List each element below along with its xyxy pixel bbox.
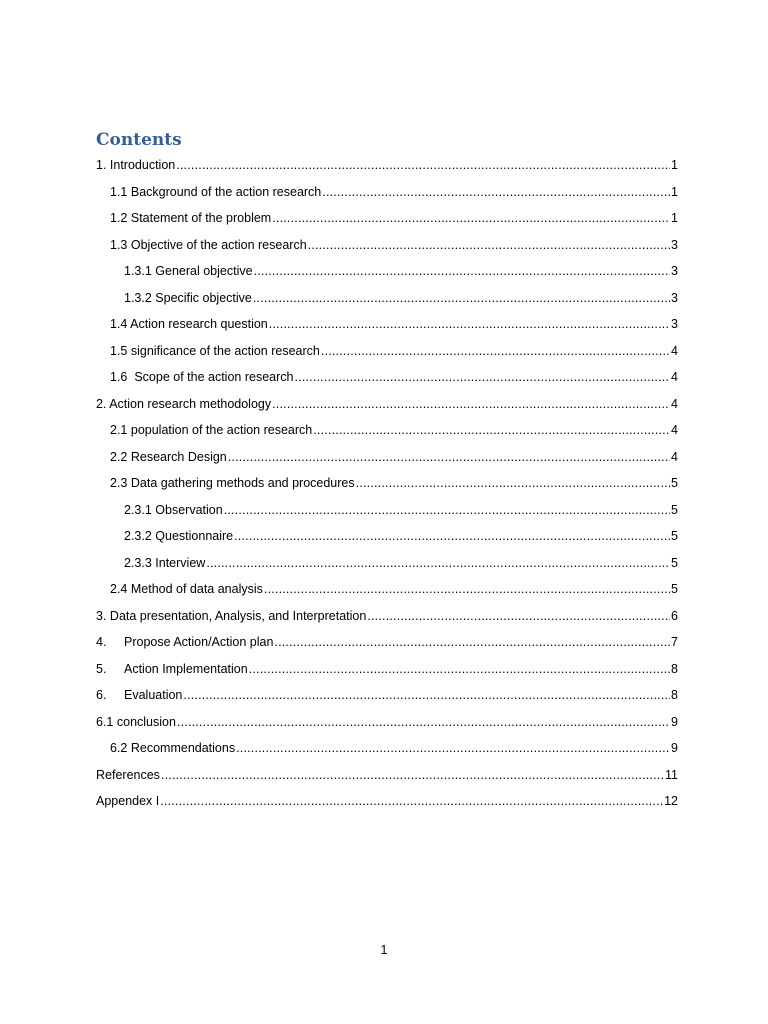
toc-entry-number: 2.4 <box>110 582 128 597</box>
toc-entry-page-number: 5 <box>671 582 678 597</box>
toc-entry-page-number: 3 <box>671 317 678 332</box>
toc-entry[interactable] <box>96 735 678 762</box>
toc-entry[interactable] <box>96 603 678 630</box>
toc-dot-leader <box>269 317 670 331</box>
toc-entry-label: Appendex I <box>96 794 160 809</box>
toc-dot-leader <box>272 211 670 225</box>
toc-entry[interactable] <box>96 152 678 179</box>
toc-entry[interactable] <box>96 629 678 656</box>
toc-entry[interactable] <box>96 682 678 709</box>
toc-entry-page-number: 3 <box>671 237 678 252</box>
toc-dot-leader <box>274 635 670 649</box>
toc-title: Contents <box>96 130 182 150</box>
toc-entry-number: 5. <box>96 661 107 676</box>
toc-entry-number: 1. <box>96 158 107 173</box>
toc-entry-page-number: 4 <box>671 449 678 464</box>
toc-entry-number: 4. <box>96 635 107 650</box>
toc-dot-leader <box>236 741 670 755</box>
toc-entry[interactable] <box>96 179 678 206</box>
toc-entry-page-number: 5 <box>671 476 678 491</box>
toc-entry-page-number: 8 <box>671 661 678 676</box>
toc-entry-number: 2.1 <box>110 423 128 438</box>
table-of-contents <box>96 152 678 815</box>
toc-dot-leader <box>206 556 670 570</box>
toc-dot-leader <box>177 715 670 729</box>
toc-entry-label: Introduction <box>106 158 176 173</box>
toc-entry-label: Scope of the action research <box>127 370 294 385</box>
toc-entry-page-number: 4 <box>671 396 678 411</box>
toc-entry-label: General objective <box>151 264 253 279</box>
toc-entry-number: 2.3 <box>110 476 128 491</box>
toc-dot-leader <box>161 768 664 782</box>
toc-dot-leader <box>308 238 670 252</box>
toc-dot-leader <box>160 794 663 808</box>
toc-entry-page-number: 3 <box>671 264 678 279</box>
toc-entry-label: Specific objective <box>151 290 252 305</box>
toc-entry-page-number: 8 <box>671 688 678 703</box>
toc-entry-label: conclusion <box>113 714 176 729</box>
toc-entry-page-number: 6 <box>671 608 678 623</box>
toc-dot-leader <box>294 370 670 384</box>
toc-dot-leader <box>322 185 670 199</box>
toc-dot-leader <box>228 450 670 464</box>
toc-dot-leader <box>321 344 670 358</box>
toc-entry[interactable] <box>96 788 678 815</box>
toc-entry[interactable] <box>96 338 678 365</box>
toc-entry-page-number: 4 <box>671 343 678 358</box>
toc-entry-number: 1.6 <box>110 370 128 385</box>
toc-entry-label: References <box>96 767 160 782</box>
toc-entry-number: 2.3.1 <box>124 502 152 517</box>
toc-dot-leader <box>176 158 670 172</box>
toc-entry-label: Questionnaire <box>151 529 234 544</box>
toc-entry[interactable] <box>96 258 678 285</box>
toc-entry-label: Data presentation, Analysis, and Interpretation <box>106 608 367 623</box>
toc-entry-number: 1.4 <box>110 317 128 332</box>
toc-dot-leader <box>272 397 670 411</box>
toc-entry[interactable] <box>96 205 678 232</box>
toc-dot-leader <box>234 529 670 543</box>
toc-entry-number: 1.2 <box>110 211 128 226</box>
toc-entry[interactable] <box>96 576 678 603</box>
toc-entry-page-number: 5 <box>671 502 678 517</box>
toc-entry-label: significance of the action research <box>127 343 320 358</box>
toc-entry-page-number: 11 <box>665 767 678 782</box>
toc-dot-leader <box>356 476 670 490</box>
toc-entry-number: 2.2 <box>110 449 128 464</box>
toc-entry[interactable] <box>96 470 678 497</box>
toc-entry[interactable] <box>96 285 678 312</box>
toc-entry[interactable] <box>96 391 678 418</box>
toc-entry-page-number: 1 <box>671 184 678 199</box>
toc-entry-label: Research Design <box>127 449 227 464</box>
toc-entry-number: 1.5 <box>110 343 128 358</box>
toc-entry-number: 2.3.3 <box>124 555 152 570</box>
toc-entry[interactable] <box>96 762 678 789</box>
toc-entry-number: 6. <box>96 688 107 703</box>
toc-entry-page-number: 5 <box>671 529 678 544</box>
toc-entry-label: Evaluation <box>124 688 183 703</box>
toc-entry[interactable] <box>96 550 678 577</box>
toc-entry-label: Propose Action/Action plan <box>124 635 274 650</box>
toc-entry-number: 1.3 <box>110 237 128 252</box>
toc-dot-leader <box>254 264 670 278</box>
toc-entry-number: 1.1 <box>110 184 128 199</box>
toc-entry-page-number: 4 <box>671 370 678 385</box>
toc-entry-label: Action research question <box>127 317 268 332</box>
toc-dot-leader <box>183 688 670 702</box>
toc-entry-page-number: 7 <box>671 635 678 650</box>
toc-entry-label: Interview <box>151 555 206 570</box>
toc-entry-page-number: 1 <box>671 211 678 226</box>
toc-dot-leader <box>264 582 670 596</box>
toc-entry-number: 3. <box>96 608 107 623</box>
toc-entry-page-number: 4 <box>671 423 678 438</box>
toc-entry[interactable] <box>96 364 678 391</box>
toc-entry[interactable] <box>96 709 678 736</box>
toc-entry-label: Recommendations <box>127 741 236 756</box>
toc-entry-label: Action research methodology <box>106 396 272 411</box>
toc-entry-label: Background of the action research <box>127 184 322 199</box>
toc-entry-page-number: 9 <box>671 714 678 729</box>
toc-entry-label: Action Implementation <box>124 661 248 676</box>
toc-entry-number: 1.3.2 <box>124 290 152 305</box>
toc-entry-label: population of the action research <box>127 423 313 438</box>
toc-entry-page-number: 12 <box>664 794 678 809</box>
toc-entry-page-number: 3 <box>671 290 678 305</box>
toc-entry-number: 1.3.1 <box>124 264 152 279</box>
page-number: 1 <box>380 943 388 957</box>
toc-entry-page-number: 9 <box>671 741 678 756</box>
toc-entry-label: Observation <box>151 502 223 517</box>
toc-entry-label: Method of data analysis <box>127 582 263 597</box>
toc-dot-leader <box>313 423 670 437</box>
toc-dot-leader <box>224 503 670 517</box>
toc-entry[interactable] <box>96 311 678 338</box>
toc-entry-label: Statement of the problem <box>127 211 272 226</box>
toc-entry-label: Objective of the action research <box>127 237 307 252</box>
toc-entry[interactable] <box>96 656 678 683</box>
toc-dot-leader <box>253 291 670 305</box>
toc-entry[interactable] <box>96 232 678 259</box>
toc-entry-label: Data gathering methods and procedures <box>127 476 355 491</box>
toc-entry-page-number: 1 <box>671 158 678 173</box>
toc-entry-number: 6.1 <box>96 714 114 729</box>
toc-entry-number: 2.3.2 <box>124 529 152 544</box>
toc-entry[interactable] <box>96 497 678 524</box>
toc-entry-number: 6.2 <box>110 741 128 756</box>
toc-entry[interactable] <box>96 417 678 444</box>
toc-entry[interactable] <box>96 523 678 550</box>
toc-dot-leader <box>367 609 670 623</box>
toc-entry-page-number: 5 <box>671 555 678 570</box>
toc-entry-number: 2. <box>96 396 107 411</box>
toc-entry[interactable] <box>96 444 678 471</box>
toc-dot-leader <box>249 662 670 676</box>
